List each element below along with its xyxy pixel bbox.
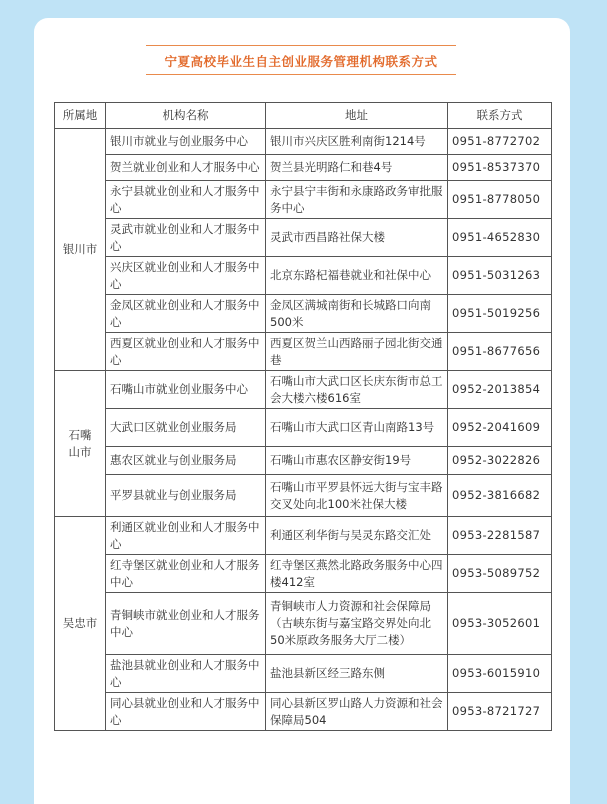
- table-header-row: [55, 103, 552, 129]
- table-row: [55, 655, 552, 693]
- phone-cell: 0951-8537370: [448, 155, 552, 181]
- address-cell: 红寺堡区燕然北路政务服务中心四楼412室: [266, 555, 448, 593]
- org-cell: 贺兰就业创业和人才服务中心: [106, 155, 266, 181]
- phone-cell: 0953-8721727: [448, 693, 552, 731]
- table-row: [55, 333, 552, 371]
- phone-cell: 0953-6015910: [448, 655, 552, 693]
- address-cell: 石嘴山市惠农区静安街19号: [266, 447, 448, 475]
- header-address: 地址: [266, 103, 448, 129]
- phone-cell: 0951-5019256: [448, 295, 552, 333]
- phone-cell: 0952-3816682: [448, 475, 552, 517]
- address-cell: 永宁县宁丰街和永康路政务审批服务中心: [266, 181, 448, 219]
- table-row: [55, 693, 552, 731]
- table-row: [55, 409, 552, 447]
- org-cell: 盐池县就业创业和人才服务中心: [106, 655, 266, 693]
- org-cell: 青铜峡市就业创业和人才服务中心: [106, 593, 266, 655]
- header-region: 所属地: [55, 103, 106, 129]
- table-row: [55, 593, 552, 655]
- org-cell: 大武口区就业创业服务局: [106, 409, 266, 447]
- phone-cell: 0951-8778050: [448, 181, 552, 219]
- address-cell: 石嘴山市平罗县怀远大街与宝丰路交叉处向北100米社保大楼: [266, 475, 448, 517]
- address-cell: 盐池县新区经三路东侧: [266, 655, 448, 693]
- table-row: [55, 371, 552, 409]
- table-row: [55, 555, 552, 593]
- address-cell: 北京东路杞福巷就业和社保中心: [266, 257, 448, 295]
- address-cell: 贺兰县光明路仁和巷4号: [266, 155, 448, 181]
- org-cell: 同心县就业创业和人才服务中心: [106, 693, 266, 731]
- phone-cell: 0952-2013854: [448, 371, 552, 409]
- phone-cell: 0953-5089752: [448, 555, 552, 593]
- table-row: [55, 181, 552, 219]
- address-cell: 利通区利华街与吴灵东路交汇处: [266, 517, 448, 555]
- table-row: [55, 447, 552, 475]
- address-cell: 灵武市西昌路社保大楼: [266, 219, 448, 257]
- region-cell: 吴忠市: [55, 517, 106, 731]
- org-cell: 金凤区就业创业和人才服务中心: [106, 295, 266, 333]
- org-cell: 灵武市就业创业和人才服务中心: [106, 219, 266, 257]
- title-rule-bottom: [146, 74, 456, 75]
- phone-cell: 0951-8677656: [448, 333, 552, 371]
- phone-cell: 0951-4652830: [448, 219, 552, 257]
- table-row: [55, 475, 552, 517]
- table-body: [55, 129, 552, 731]
- contacts-table: [54, 102, 552, 731]
- address-cell: 石嘴山市大武口区青山南路13号: [266, 409, 448, 447]
- table-row: [55, 155, 552, 181]
- content-card: [34, 18, 570, 804]
- org-cell: 平罗县就业与创业服务局: [106, 475, 266, 517]
- table-row: [55, 517, 552, 555]
- phone-cell: 0953-3052601: [448, 593, 552, 655]
- address-cell: 石嘴山市大武口区长庆东街市总工会大楼六楼616室: [266, 371, 448, 409]
- title-rule-top: [146, 45, 456, 46]
- header-phone: 联系方式: [448, 103, 552, 129]
- phone-cell: 0953-2281587: [448, 517, 552, 555]
- org-cell: 利通区就业创业和人才服务中心: [106, 517, 266, 555]
- org-cell: 西夏区就业创业和人才服务中心: [106, 333, 266, 371]
- title-block: [146, 45, 456, 75]
- org-cell: 红寺堡区就业创业和人才服务中心: [106, 555, 266, 593]
- org-cell: 兴庆区就业创业和人才服务中心: [106, 257, 266, 295]
- address-cell: 同心县新区罗山路人力资源和社会保障局504: [266, 693, 448, 731]
- table-row: [55, 129, 552, 155]
- address-cell: 青铜峡市人力资源和社会保障局（古峡东街与嘉宝路交界处向北50米原政务服务大厅二楼）: [266, 593, 448, 655]
- address-cell: 西夏区贺兰山西路丽子园北街交通巷: [266, 333, 448, 371]
- org-cell: 永宁县就业创业和人才服务中心: [106, 181, 266, 219]
- table-row: [55, 257, 552, 295]
- table-row: [55, 295, 552, 333]
- phone-cell: 0952-2041609: [448, 409, 552, 447]
- org-cell: 石嘴山市就业创业服务中心: [106, 371, 266, 409]
- header-org: 机构名称: [106, 103, 266, 129]
- phone-cell: 0952-3022826: [448, 447, 552, 475]
- table-row: [55, 219, 552, 257]
- page-title: 宁夏高校毕业生自主创业服务管理机构联系方式: [164, 54, 438, 69]
- region-cell: 石嘴山市: [55, 371, 106, 517]
- org-cell: 银川市就业与创业服务中心: [106, 129, 266, 155]
- phone-cell: 0951-5031263: [448, 257, 552, 295]
- org-cell: 惠农区就业与创业服务局: [106, 447, 266, 475]
- region-cell: 银川市: [55, 129, 106, 371]
- phone-cell: 0951-8772702: [448, 129, 552, 155]
- address-cell: 银川市兴庆区胜利南街1214号: [266, 129, 448, 155]
- address-cell: 金凤区满城南街和长城路口向南500米: [266, 295, 448, 333]
